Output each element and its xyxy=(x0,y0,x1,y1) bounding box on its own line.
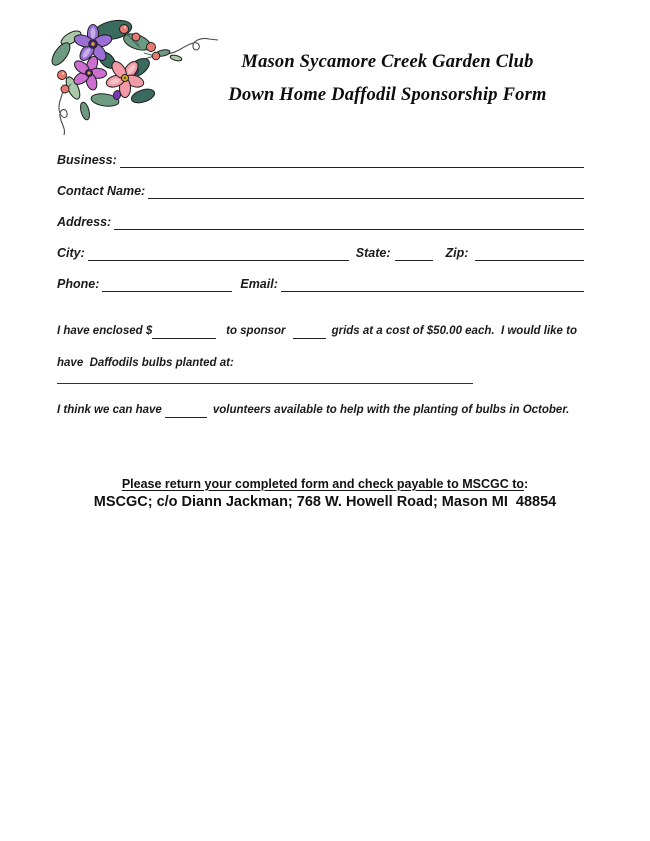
business-label: Business: xyxy=(57,153,117,167)
return-instruction xyxy=(0,476,650,492)
title-line-2: Down Home Daffodil Sponsorship Form xyxy=(228,85,547,105)
contact-name-input-line[interactable] xyxy=(148,185,584,199)
state-input-line[interactable] xyxy=(395,247,433,261)
city-state-zip-row xyxy=(57,246,584,261)
amount-input-line[interactable] xyxy=(152,326,216,339)
sponsor-middle-text: to sponsor xyxy=(226,325,286,337)
contact-name-label: Contact Name: xyxy=(57,184,146,198)
state-label: State: xyxy=(355,246,391,260)
title-line-1: Mason Sycamore Creek Garden Club xyxy=(241,52,534,72)
volunteer-prefix-text: I think we can have xyxy=(57,404,162,416)
address-input-line[interactable] xyxy=(114,216,584,230)
business-input-line[interactable] xyxy=(120,154,584,168)
volunteer-suffix-text: volunteers available to help with the planting of bulbs in October. xyxy=(212,404,570,416)
city-label: City: xyxy=(57,246,85,260)
address-label: Address: xyxy=(57,215,112,229)
mailing-address: MSCGC; c/o Diann Jackman; 768 W. Howell Road; Mason MI 48854 xyxy=(93,494,557,510)
business-row xyxy=(57,153,584,168)
email-input-line[interactable] xyxy=(281,278,584,292)
phone-label: Phone: xyxy=(57,277,100,291)
email-label: Email: xyxy=(240,277,278,291)
zip-input-line[interactable] xyxy=(475,247,584,261)
planted-at-text: have Daffodils bulbs planted at: xyxy=(57,357,234,369)
sponsor-sentence-line1 xyxy=(57,324,577,339)
flower-bouquet-graphic xyxy=(45,16,220,136)
phone-email-row xyxy=(57,277,584,292)
document-title xyxy=(195,46,580,112)
return-instruction-colon: : xyxy=(524,477,529,491)
enclosed-prefix-text: I have enclosed $ xyxy=(57,325,153,337)
phone-input-line[interactable] xyxy=(102,278,232,292)
contact-name-row xyxy=(57,184,584,199)
return-instruction-text: Please return your completed form and check payable to MSCGC to xyxy=(121,477,524,491)
grids-count-input-line[interactable] xyxy=(293,326,326,339)
sponsor-suffix-text: grids at a cost of $50.00 each. I would like to xyxy=(331,325,577,337)
planting-location-input-line[interactable] xyxy=(57,369,473,384)
zip-label: Zip: xyxy=(445,246,469,260)
address-row xyxy=(57,215,584,230)
city-input-line[interactable] xyxy=(88,247,349,261)
volunteer-sentence xyxy=(57,403,577,418)
volunteer-count-input-line[interactable] xyxy=(165,405,207,418)
